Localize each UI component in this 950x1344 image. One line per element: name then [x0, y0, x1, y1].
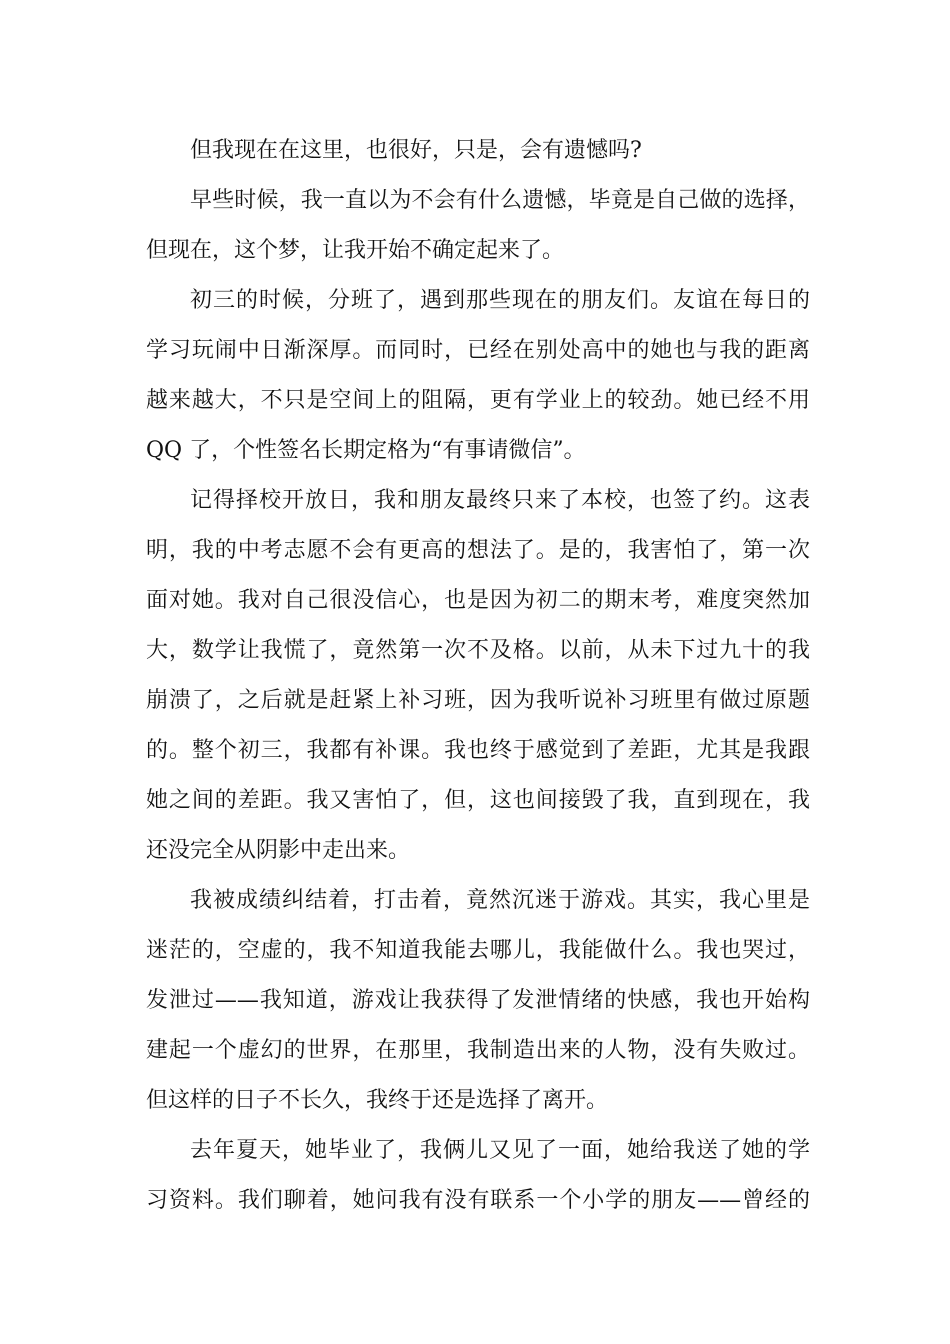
text-line: 去年夏天，她毕业了，我俩儿又见了一面，她给我送了她的学 [190, 1138, 810, 1163]
text-line: 习资料。我们聊着，她问我有没有联系一个小学的朋友——曾经的 [146, 1188, 810, 1213]
text-line: 记得择校开放日，我和朋友最终只来了本校，也签了约。这表 [190, 488, 810, 513]
text-line: 学习玩闹中日渐深厚。而同时，已经在别处高中的她也与我的距离 [146, 338, 810, 363]
text-line: 我被成绩纠结着，打击着，竟然沉迷于游戏。其实，我心里是 [190, 888, 810, 913]
document-body [146, 126, 810, 1226]
text-line: 她之间的差距。我又害怕了，但，这也间接毁了我，直到现在，我 [146, 788, 810, 813]
text-line: 初三的时候，分班了，遇到那些现在的朋友们。友谊在每日的 [190, 288, 810, 313]
text-line: 的。整个初三，我都有补课。我也终于感觉到了差距，尤其是我跟 [146, 738, 810, 763]
text-line: 早些时候，我一直以为不会有什么遗憾，毕竟是自己做的选择， [190, 188, 810, 213]
text-line: 但我现在在这里，也很好，只是，会有遗憾吗? [190, 138, 642, 163]
text-line: 发泄过——我知道，游戏让我获得了发泄情绪的快感，我也开始构 [146, 988, 810, 1013]
text-line: 还没完全从阴影中走出来。 [146, 838, 411, 863]
text-line: 建起一个虚幻的世界，在那里，我制造出来的人物，没有失败过。 [146, 1038, 810, 1063]
text-line: 明，我的中考志愿不会有更高的想法了。是的，我害怕了，第一次 [146, 538, 810, 563]
text-line: 但这样的日子不长久，我终于还是选择了离开。 [146, 1088, 609, 1113]
text-line: 面对她。我对自己很没信心，也是因为初二的期末考，难度突然加 [146, 588, 810, 613]
text-line: QQ 了，个性签名长期定格为“有事请微信”。 [146, 438, 586, 463]
text-line: 崩溃了，之后就是赶紧上补习班，因为我听说补习班里有做过原题 [146, 688, 810, 713]
text-line: 越来越大，不只是空间上的阻隔，更有学业上的较劲。她已经不用 [146, 388, 810, 413]
text-line: 大，数学让我慌了，竟然第一次不及格。以前，从未下过九十的我 [146, 638, 810, 663]
text-line: 迷茫的，空虚的，我不知道我能去哪儿，我能做什么。我也哭过， [146, 938, 810, 963]
text-line: 但现在，这个梦，让我开始不确定起来了。 [146, 238, 565, 263]
